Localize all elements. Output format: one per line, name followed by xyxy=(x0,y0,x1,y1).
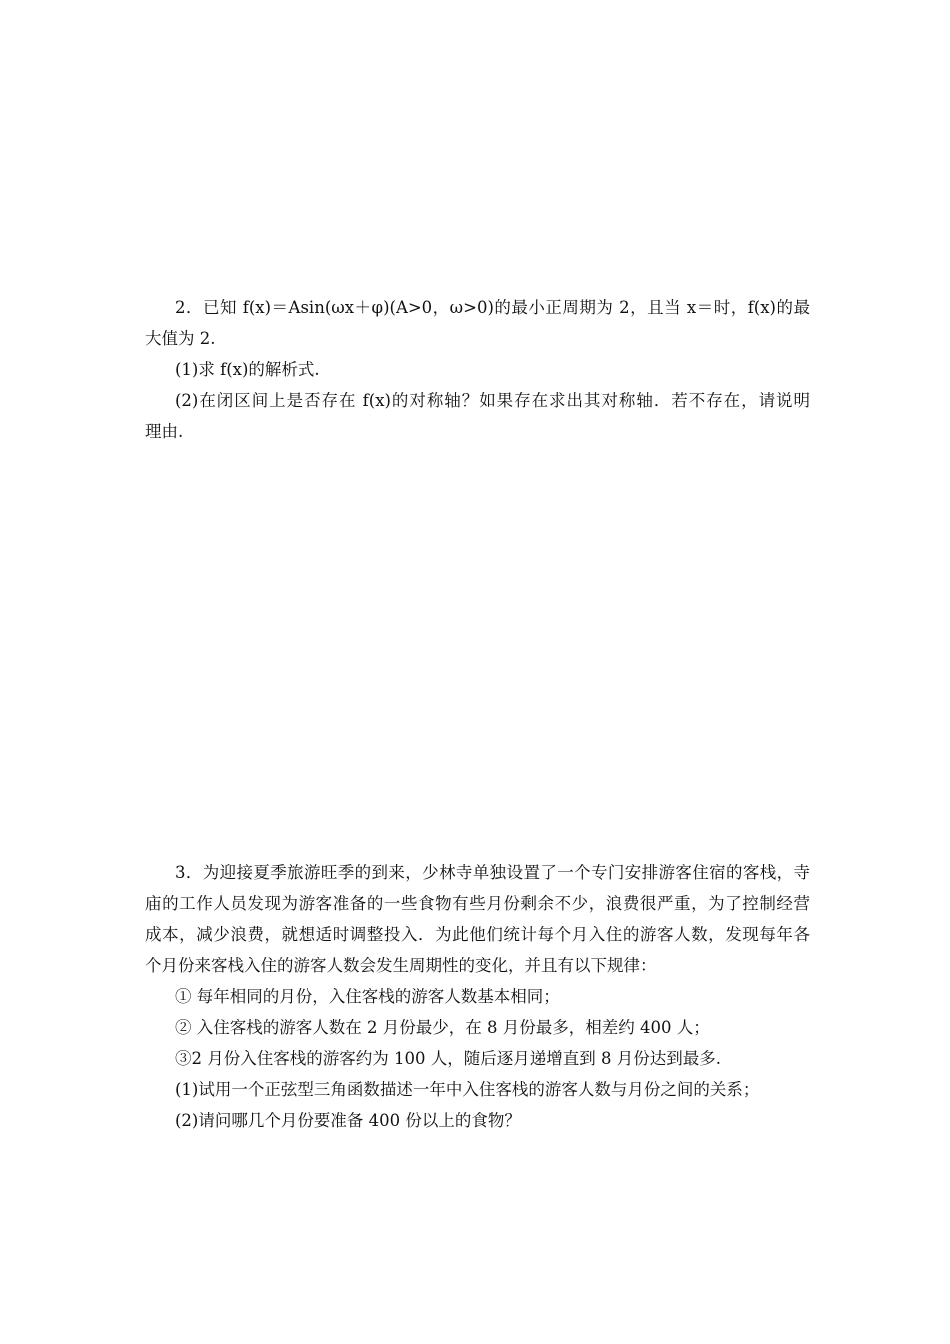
problem-3-stem-line-2: 庙的工作人员发现为游客准备的一些食物有些月份剩余不少，浪费很严重，为了控制经营 xyxy=(145,894,810,913)
problem-3-question-2: (2)请问哪几个月份要准备 400 份以上的食物？ xyxy=(175,1111,521,1130)
problem-2-question-2-line-1: (2)在闭区间上是否存在 f(x)的对称轴？如果存在求出其对称轴．若不存在，请说明 xyxy=(175,391,810,410)
problem-2-question-2-line-2: 理由. xyxy=(145,422,184,441)
problem-3-rule-1: ① 每年相同的月份，入住客栈的游客人数基本相同； xyxy=(175,987,560,1006)
problem-2-stem-line-2: 大值为 2. xyxy=(145,329,216,348)
problem-3 xyxy=(145,857,810,1136)
problem-3-stem-line-3: 成本，减少浪费，就想适时调整投入．为此他们统计每个月入住的游客人数，发现每年各 xyxy=(145,925,810,944)
problem-2 xyxy=(145,292,810,447)
problem-2-stem-line-1: 2．已知 f(x)＝Asin(ωx＋φ)(A>0，ω>0)的最小正周期为 2，且当 x＝时，f(x)的最 xyxy=(175,298,810,317)
problem-3-rule-3: ③2 月份入住客栈的游客约为 100 人，随后逐月递增直到 8 月份达到最多. xyxy=(175,1049,721,1068)
problem-3-stem-line-1: 3．为迎接夏季旅游旺季的到来，少林寺单独设置了一个专门安排游客住宿的客栈，寺 xyxy=(175,863,810,882)
problem-2-question-1: (1)求 f(x)的解析式. xyxy=(175,360,320,379)
problem-3-stem-line-4: 个月份来客栈入住的游客人数会发生周期性的变化，并且有以下规律： xyxy=(145,956,657,975)
problem-3-question-1: (1)试用一个正弦型三角函数描述一年中入住客栈的游客人数与月份之间的关系； xyxy=(175,1080,760,1099)
problem-3-rule-2: ② 入住客栈的游客人数在 2 月份最少，在 8 月份最多，相差约 400 人； xyxy=(175,1018,710,1037)
